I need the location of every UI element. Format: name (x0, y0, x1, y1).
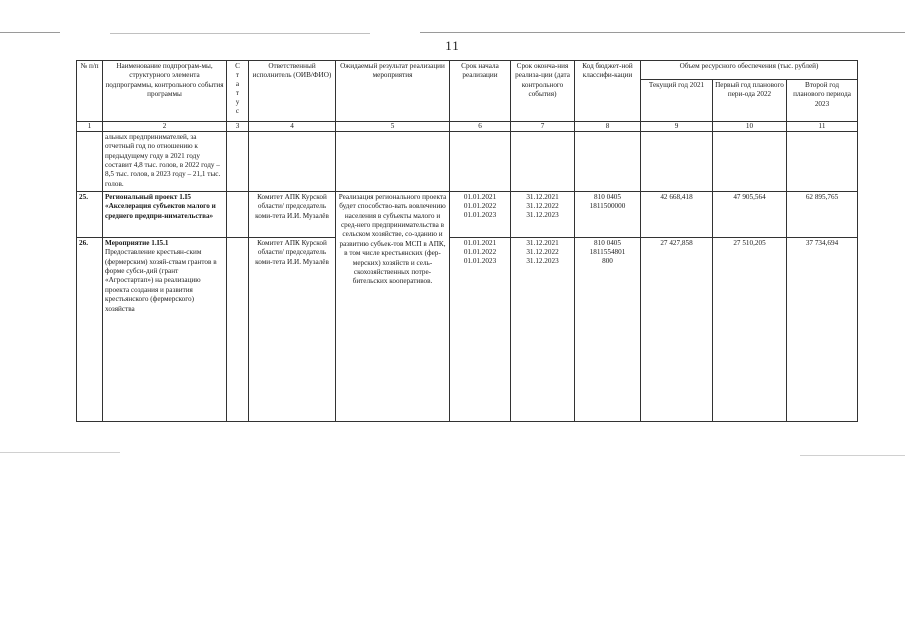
header-end: Срок оконча-ния реализа-ции (дата контрольного события) (511, 61, 575, 122)
scan-line-top-right (420, 32, 905, 33)
column-number-row (77, 122, 858, 132)
colnum-10: 10 (713, 122, 787, 132)
header-num: № п/п (77, 61, 103, 122)
cell-num: 25. (77, 192, 103, 238)
cell-empty (450, 132, 511, 192)
header-result: Ожидаемый результат реализации мероприятия (336, 61, 450, 122)
cell-empty (249, 132, 336, 192)
header-executor: Ответственный исполнитель (ОИВ/ФИО) (249, 61, 336, 122)
colnum-8: 8 (575, 122, 641, 132)
header-name: Наименование подпрограм-мы, структурного элемента подпрограммы, контрольного события программы (103, 61, 227, 122)
cell-empty (511, 132, 575, 192)
cell-end-dates: 31.12.2021 31.12.2022 31.12.2023 (511, 238, 575, 422)
cell-name-title: Мероприятие 1.I5.1 (105, 239, 169, 247)
cell-first-year: 27 510,205 (713, 238, 787, 422)
colnum-9: 9 (641, 122, 713, 132)
cell-name-text: Предоставление крестьян-ским (фермерским) хозяй-ствам грантов в форме субси-дий (грант «Агростартап») на реализацию проекта создания и развития крестьянского (фермерского) хозяйства (105, 248, 217, 313)
cell-empty (336, 132, 450, 192)
cell-current-year: 42 668,418 (641, 192, 713, 238)
cell-result: Реализация регионального проекта будет способство-вать вовлечению населения в субъекты малого и сред-него предпринимательства в сельском хозяйстве, со-зданию и развитию субъек-тов МСП в АПК, в том числе крестьянских (фер-мерских) хозяйств и сель-скохозяйственных потре-бительских кооперативов. (336, 192, 450, 422)
header-second-year: Второй год планового периода 2023 (787, 80, 858, 122)
cell-empty (787, 132, 858, 192)
colnum-5: 5 (336, 122, 450, 132)
cell-budget-code: 810 0405 1811500000 (575, 192, 641, 238)
cell-executor: Комитет АПК Курской области/ председатель коми-тета И.И. Музалёв (249, 192, 336, 238)
header-first-year: Первый год планового пери-ода 2022 (713, 80, 787, 122)
cell-second-year: 62 895,765 (787, 192, 858, 238)
cell-status (227, 192, 249, 238)
table-row-continued (77, 132, 858, 192)
cell-num: 26. (77, 238, 103, 422)
cell-second-year: 37 734,694 (787, 238, 858, 422)
scan-line-top-left (0, 32, 60, 33)
header-resources: Объем ресурсного обеспечения (тыс. рублей) (641, 61, 858, 80)
scan-line-top-mid (110, 33, 370, 34)
header-code: Код бюджет-ной классифи-кации (575, 61, 641, 122)
header-status: С т а т у с (227, 61, 249, 122)
cell-start-dates: 01.01.2021 01.01.2022 01.01.2023 (450, 238, 511, 422)
colnum-3: 3 (227, 122, 249, 132)
cell-empty (77, 132, 103, 192)
colnum-6: 6 (450, 122, 511, 132)
colnum-11: 11 (787, 122, 858, 132)
cell-empty (227, 132, 249, 192)
cell-start-dates: 01.01.2021 01.01.2022 01.01.2023 (450, 192, 511, 238)
scan-line-bottom-left (0, 452, 120, 453)
header-start: Срок начала реализации (450, 61, 511, 122)
cell-name: Региональный проект 1.I5 «Акселерация субъектов малого и среднего предпри-нимательства» (103, 192, 227, 238)
header-current-year: Текущий год 2021 (641, 80, 713, 122)
colnum-2: 2 (103, 122, 227, 132)
cell-budget-code: 810 0405 1811554801 800 (575, 238, 641, 422)
cell-empty (575, 132, 641, 192)
cell-name (103, 238, 227, 422)
table-row-26 (77, 238, 858, 422)
page-number: 11 (445, 38, 460, 53)
colnum-1: 1 (77, 122, 103, 132)
cell-end-dates: 31.12.2021 31.12.2022 31.12.2023 (511, 192, 575, 238)
cell-empty (713, 132, 787, 192)
cell-status (227, 238, 249, 422)
cell-continued-name: альных предпринимателей, за отчетный год по отношению к предыдущему году в 2021 году составит 4,8 тыс. голов, в 2022 году – 8,5 тыс. голов, в 2023 году – 21,1 тыс. голов. (103, 132, 227, 192)
cell-executor: Комитет АПК Курской области/ председатель коми-тета И.И. Музалёв (249, 238, 336, 422)
table-row-25 (77, 192, 858, 238)
resource-table (76, 60, 858, 422)
colnum-4: 4 (249, 122, 336, 132)
cell-first-year: 47 905,564 (713, 192, 787, 238)
cell-empty (641, 132, 713, 192)
cell-current-year: 27 427,858 (641, 238, 713, 422)
scan-line-bottom-right (800, 455, 905, 456)
colnum-7: 7 (511, 122, 575, 132)
